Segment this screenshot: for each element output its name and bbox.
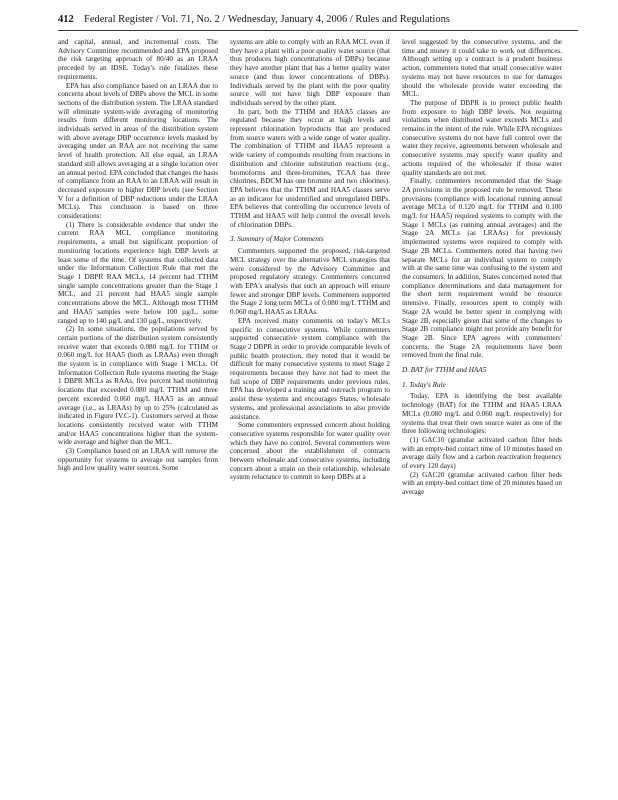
paragraph: EPA received many comments on today's MCLs specific to consecutive systems. While commenters supported consecutive system compliance with the Stage 2 DBPR in order to provide comparable levels of public health protection, they noted that it would be difficult for many consecutive systems to meet Stage 2 requirements because they have not had to meet the full scope of DBP requirements under previous rules. EPA has developed a training and outreach program to assist these systems and encourages States, wholesale systems, and professional associations to also provide assistance. xyxy=(230,316,390,421)
paragraph: (2) In some situations, the populations served by certain portions of the distribution system consistently receive water that exceeds 0.080 mg/L for TTHM or 0.060 mg/L for HAA5 (both as LRAAs) even though the system is in compliance with Stage 1 MCLs. Of Information Collection Rule systems meeting the Stage 1 DBPR MCLs as RAAs, five percent had monitoring locations that exceeded 0.080 mg/L TTHM and three percent exceeded 0.060 mg/L HAA5 as an annual average (i.e., as LRAAs) by up to 25% (calculated as indicated in Figure IV.C-1). Customers served at those locations consistently received water with TTHM and/or HAA5 concentrations higher than the system-wide average and higher than the MCL. xyxy=(58,325,218,447)
running-header xyxy=(58,12,578,28)
running-head: Federal Register / Vol. 71, No. 2 / Wednesday, January 4, 2006 / Rules and Regulations xyxy=(84,14,450,25)
paragraph: (3) Compliance based on an LRAA will remove the opportunity for systems to average out samples from high and low quality water sources. Some xyxy=(58,447,218,473)
section-heading: 1. Today's Rule xyxy=(402,380,446,389)
section-heading: D. BAT for TTHM and HAA5 xyxy=(402,366,487,375)
paragraph: Some commenters expressed concern about holding consecutive systems responsible for water quality over which they have no control. Several commenters were concerned about the establishment of contracts between wholesale and consecutive systems, including concern about a strain on their relationship, wholesale system reluctance to commit to keep DBPs at a xyxy=(230,421,390,482)
section-heading: 3. Summary of Major Comments xyxy=(230,235,324,244)
paragraph: Finally, commenters recommended that the Stage 2A provisions in the proposed rule be removed. These provisions (compliance with locational running annual average MCLs of 0.120 mg/L for TTHM and 0.100 mg/L for HAA5) required systems to comply with the Stage 1 MCLs (as running annual averages) and the Stage 2A MCLs (as LRAAs) for previously implemented systems were required to comply with Stage 2B MCLs. Commenters noted that having two separate MCLs for an individual system to comply with at the same time was confusing to the system and the consumers. In addition, States concerned noted that compliance determinations and data management for the short term requirement would be resource intensive. Finally, resources spent to comply with Stage 2A would be better spent in complying with Stage 2B, especially given that some of the changes to Stage 2B compliance might not provide any benefit for Stage 2B. Since EPA agrees with commenters' concerns, the Stage 2A requirements have been removed from the final rule. xyxy=(402,177,562,360)
paragraph: (2) GAC20 (granular activated carbon filter beds with an empty-bed contact time of 20 minutes based on average xyxy=(402,470,562,497)
text-column-1 xyxy=(58,38,218,783)
paragraph: systems are able to comply with an RAA MCL even if they have a plant with a poor quality water source (that thus produces high concentrations of DBPs) because they have another plant that has a better quality water source (and thus lower concentrations of DBPs). Individuals served by the plant with the poor quality source will not have high DBP exposure than individuals served by the other plant. xyxy=(230,38,390,107)
text-column-2 xyxy=(230,38,390,783)
paragraph: Today, EPA is identifying the best available technology (BAT) for the TTHM and HAA5 LRAA MCLs (0.080 mg/L and 0.060 mg/L respectively) for systems that treat their own source water as one of the three following technologies: xyxy=(402,392,562,436)
paragraph: (1) There is considerable evidence that under the current RAA MCL compliance monitoring requirements, a small but significant proportion of monitoring locations experience high DBP levels at least some of the time. Of systems that collected data under the Information Collection Rule that met the Stage 1 DBPR RAA MCLs, 14 percent had TTHM single sample concentrations greater than the Stage 1 MCL, and 21 percent had HAA5 single sample concentrations above the MCL. Although most TTHM and HAA5 samples were below 100 µg/L, some ranged up to 140 µg/L and 130 µg/L, respectively. xyxy=(58,220,218,325)
text-column-3 xyxy=(402,38,562,783)
paragraph: Commenters supported the proposed, risk-targeted MCL strategy over the alternative MCL strategies that were considered by the Advisory Committee and proposed regulatory strategy. Commenters concurred with EPA's analysis that such an approach will ensure fewer and stronger DBP levels. Commenters supported the Stage 2 long term MCLs of 0.080 mg/L TTHM and 0.060 mg/L HAA5 as LRAAs. xyxy=(230,247,390,317)
paragraph: The purpose of DBPR is to protect public health from exposure to high DBP levels. Not requiring violations when distributed water exceeds MCLs and remains in the intent of the rule. While EPA recognizes consecutive systems do not have full control over the water they receive, agreements between wholesale and consecutive systems may specify water quality and actions required of the wholesaler if those water quality standards are not met. xyxy=(402,98,562,177)
header-rule xyxy=(58,30,578,31)
paragraph: (1) GAC10 (granular activated carbon filter beds with an empty-bed contact time of 10 minutes based on average daily flow and a carbon reactivation frequency of every 120 days) xyxy=(402,435,562,471)
paragraph: EPA has also compliance based on an LRAA due to concerns about levels of DBPs above the MCL in some sections of the distribution system. The LRAA standard will eliminate system-wide averaging of monitoring results from different monitoring locations. The individuals served in areas of the distribution system with above average DBP occurrence levels masked by averaging under an RAA are not receiving the same level of health protection. All else equal, an LRAA standard still allows averaging at a single location over an annual period. EPA concluded that changes the basis of compliance from an RAA to an LRAA will result in decreased exposure to higher DBP levels (see Section V for a definition of DBP reductions under the LRAA MCLs). This conclusion is based on three considerations: xyxy=(58,81,218,221)
paragraph: and capital, annual, and incremental costs. The Advisory Committee recommended and EPA proposed the risk targeting approach of 80/40 as an LRAA preceded by an IDSE. Today's rule finalizes these requirements. xyxy=(58,38,218,81)
page-number: 412 xyxy=(58,14,74,25)
paragraph: In part, both the TTHM and HAA5 classes are regulated because they occur at high levels and represent chlorination byproducts that are produced from source waters with a wide range of water quality. The combination of TTHM and HAA5 represent a wide variety of compounds resulting from reactions in distribution and chlorine substitution reactions (e.g., bromoforms and three-bromines, TCAA has three chlorines, BDCM has one bromine and two chlorines). EPA believes that the TTHM and HAA5 classes serve as an indicator for unidentified and unregulated DBPs. EPA believes that controlling the occurrence levels of TTHM and HAA5 will help control the overall levels of chlorination DBPs. xyxy=(230,107,390,229)
paragraph: level suggested by the consecutive systems, and the time and money it could take to work out differences. Although setting up a contract is a prudent business action, commenters noted that small consecutive water systems may not have resources to sue for damages should the wholesale provide water exceeding the MCL. xyxy=(402,38,562,99)
